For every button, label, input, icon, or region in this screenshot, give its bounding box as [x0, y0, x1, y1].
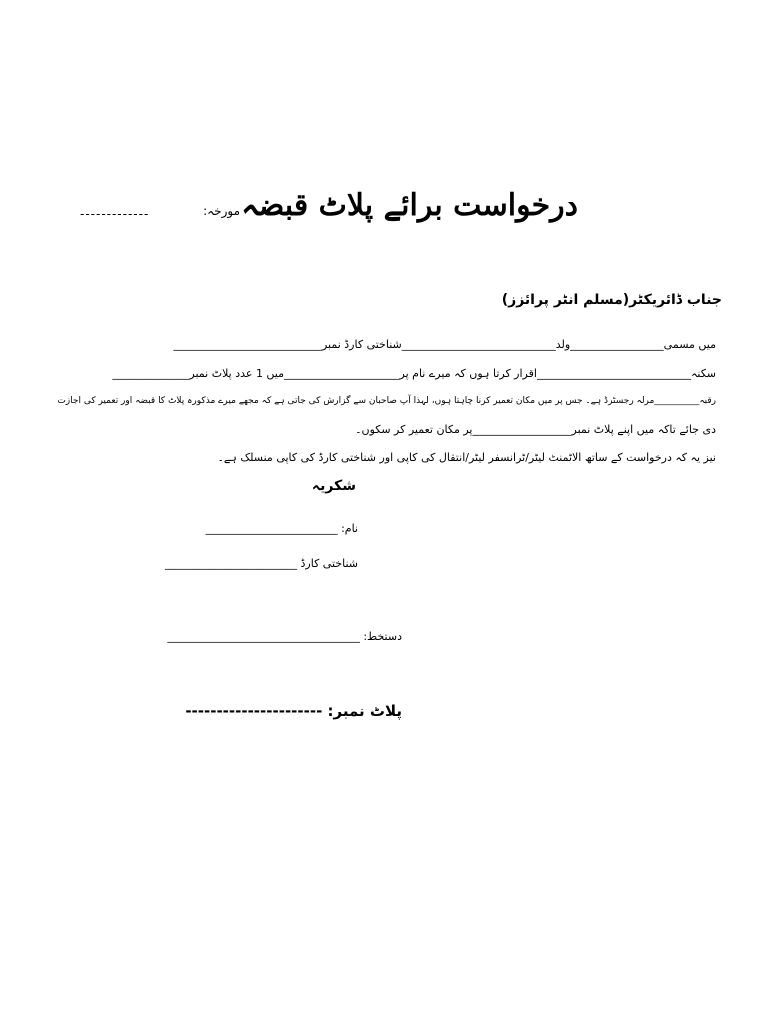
body-line-residence: سکنہ____________________________اقرار کرتا ہوں کہ میرے نام پر_____________________میں 1 عدد پلاٹ نمبر______________: [112, 367, 716, 380]
date-label: مورخہ:: [203, 204, 240, 218]
signature-label: دستخط:: [363, 630, 402, 643]
body-line-attachments: نیز یہ کہ درخواست کے ساتھ الاٹمنٹ لیٹر/ٹرانسفر لیٹر/انتقال کی کاپی اور شناختی کارڈ کی کاپی منسلک ہے۔: [217, 451, 716, 464]
body-line-applicant: میں مسمی_________________ولد____________________________شناختی کارڈ نمبر___________________________: [173, 338, 716, 351]
plot-number-blank-field: ----------------------: [185, 702, 323, 720]
cnic-blank-field: ________________________: [165, 557, 298, 570]
name-label: نام:: [341, 522, 358, 535]
closing-thanks: شکریہ: [311, 478, 356, 494]
plot-number-row: [185, 702, 402, 720]
cnic-label: شناختی کارڈ: [300, 557, 358, 570]
addressee: جناب ڈائریکٹر(مسلم انٹر پرائزز): [501, 292, 722, 308]
plot-number-label: پلاٹ نمبر:: [327, 702, 402, 720]
body-line-permission: دی جائے تاکہ میں اپنے پلاٹ نمبر__________________پر مکان تعمیر کر سکوں۔: [355, 423, 716, 436]
signature-blank-field: ___________________________________: [167, 630, 360, 643]
cnic-row: [165, 557, 358, 570]
signature-row: [167, 630, 402, 643]
name-blank-field: ________________________: [205, 522, 338, 535]
document-title: درخواست برائے پلاٹ قبضہ: [241, 188, 578, 223]
body-line-request: رقبہ__________مرلہ رجسٹرڈ ہے۔ جس پر میں مکان تعمیر کرنا چاہتا ہوں، لہذا آپ صاحبان سے گزارش کی جاتی ہے کہ مجھے میرے مذکورہ پلاٹ کا قبضہ اور تعمیر کی اجازت: [57, 396, 716, 406]
name-row: [206, 522, 358, 535]
date-blank-field: -------------: [80, 207, 150, 221]
